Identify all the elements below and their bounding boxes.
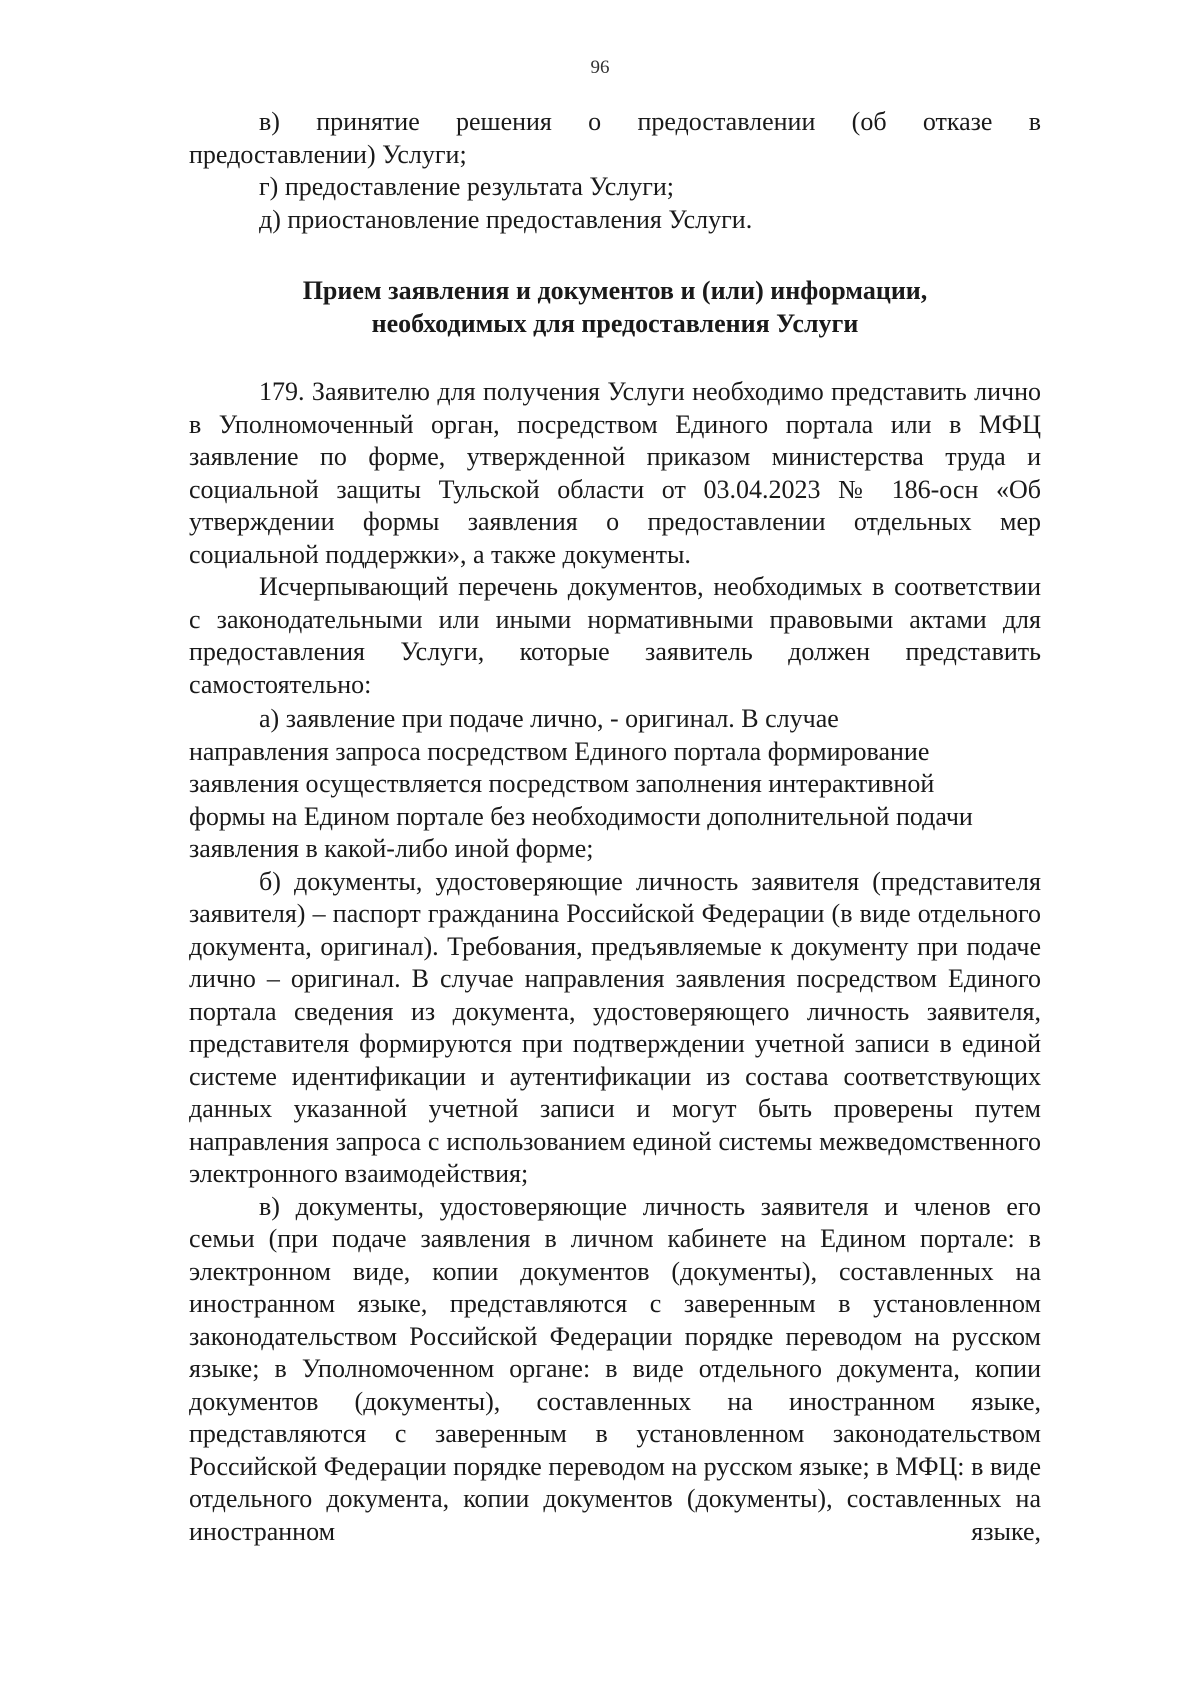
list-item-a-line1: а) заявление при подаче лично, - оригинал. В случае bbox=[259, 704, 839, 733]
paragraph-exhaustive-list: Исчерпывающий перечень документов, необходимых в соответствии с законодательными или иными нормативными правовыми актами для предоставления Услуги, которые заявитель должен представить самостоятельно: bbox=[189, 572, 1041, 699]
page-number: 96 bbox=[590, 57, 610, 78]
list-item-a-line3: заявления осуществляется посредством заполнения интерактивной bbox=[189, 769, 935, 798]
document-body bbox=[189, 106, 1041, 1548]
list-item-g: г) предоставление результата Услуги; bbox=[259, 172, 675, 201]
section-heading-line1: Прием заявления и документов и (или) информации, bbox=[302, 276, 928, 305]
section-heading bbox=[189, 274, 1041, 340]
section-heading-line2: необходимых для предоставления Услуги bbox=[371, 309, 859, 338]
list-item-b: б) документы, удостоверяющие личность заявителя (представителя заявителя) – паспорт гражданина Российской Федерации (в виде отдельного документа, оригинал). Требования, предъявляемые к документу при подаче лично – оригинал. В случае направления заявления посредством Единого портала сведения из документа, удостоверяющего личность заявителя, представителя формируются при подтверждении учетной записи в единой системе идентификации и аутентификации из состава соответствующих данных указанной учетной записи и могут быть проверены путем направления запроса с использованием единой системы межведомственного электронного взаимодействия; bbox=[189, 866, 1041, 1188]
list-item-d: д) приостановление предоставления Услуги. bbox=[259, 204, 753, 234]
list-item-a-line5: заявления в какой-либо иной форме; bbox=[189, 834, 594, 863]
list-item-a-line2: направления запроса посредством Единого портала формирование bbox=[189, 736, 930, 766]
list-item-v2: в) документы, удостоверяющие личность заявителя и членов его семьи (при подаче заявления в личном кабинете на Едином портале: в электронном виде, копии документов (документы), составленных на иностранном языке, представляются с заверенным в установленном законодательством Российской Федерации порядке переводом на русском языке; в Уполномоченном органе: в виде отдельного документа, копии документов (документы), составленных на иностранном языке, представляются с заверенным в установленном законодательством Российской Федерации порядке переводом на русском языке; в МФЦ: в виде отдельного документа, копии документов (документы), составленных на иностранном языке, bbox=[189, 1191, 1041, 1546]
list-item-v-line1: в) принятие решения о предоставлении (об отказе в bbox=[259, 107, 1041, 136]
list-item-v-line2: предоставлении) Услуги; bbox=[189, 139, 467, 169]
paragraph-179: 179. Заявителю для получения Услуги необходимо представить лично в Уполномоченный орган, посредством Единого портала или в МФЦ заявление по форме, утвержденной приказом министерства труда и социальной защиты Тульской области от 03.04.2023 № 186-осн «Об утверждении формы заявления о предоставлении отдельных мер социальной поддержки», а также документы. bbox=[189, 377, 1041, 569]
list-item-a-line4: формы на Едином портале без необходимости дополнительной подачи bbox=[189, 801, 973, 831]
list-item-a bbox=[189, 703, 1041, 866]
